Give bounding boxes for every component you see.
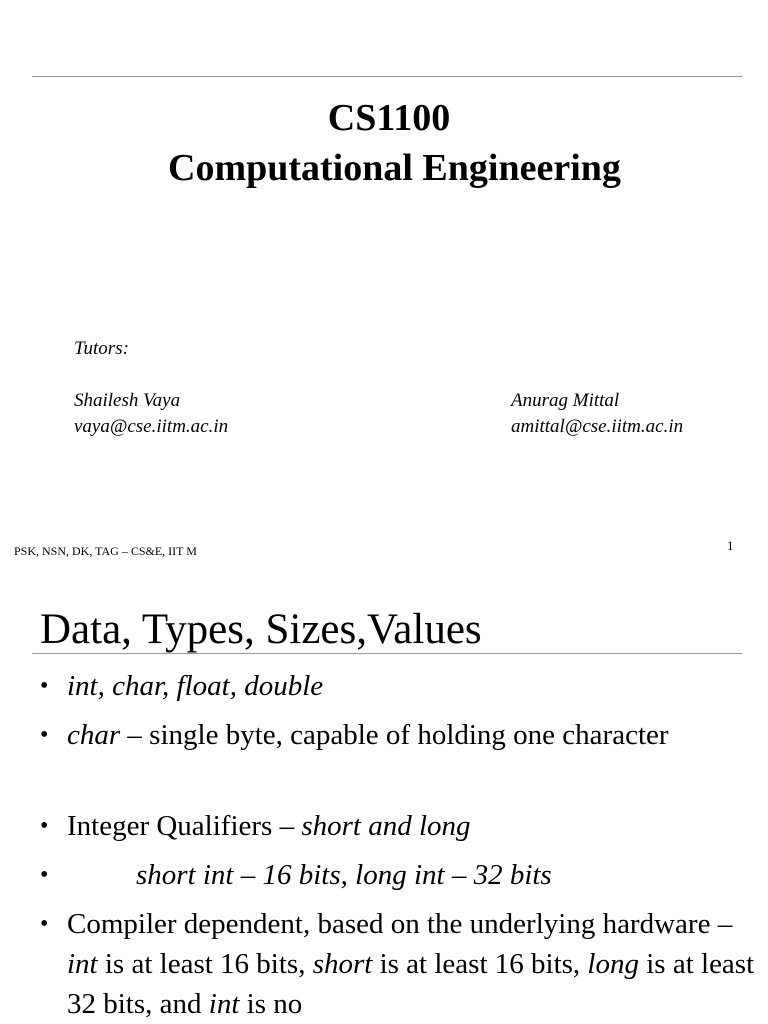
text-run: is at least 16 bits, bbox=[372, 948, 588, 980]
emphasized-text: int bbox=[208, 988, 240, 1020]
course-name: Computational Engineering bbox=[168, 147, 621, 189]
bullet-marker: • bbox=[40, 673, 49, 699]
slide-footer: PSK, NSN, DK, TAG – CS&E, IIT M bbox=[14, 544, 197, 558]
bullet-text bbox=[67, 904, 757, 1024]
text-run: – single byte, capable of holding one character bbox=[120, 719, 669, 751]
text-run: Integer Qualifiers – bbox=[67, 810, 302, 842]
tutor-1 bbox=[74, 388, 228, 440]
course-code: CS1100 bbox=[327, 97, 451, 139]
tutor-email: amittal@cse.iitm.ac.in bbox=[511, 416, 684, 437]
bullet-marker: • bbox=[40, 813, 49, 839]
top-divider bbox=[32, 76, 742, 77]
tutor-name: Shailesh Vaya bbox=[74, 390, 181, 411]
emphasized-text: short int – 16 bits, long int – 32 bits bbox=[136, 859, 552, 891]
emphasized-text: short bbox=[312, 948, 373, 980]
bullet-text bbox=[136, 855, 768, 895]
text-run: is at least 16 bits, bbox=[97, 948, 313, 980]
bullet-marker: • bbox=[40, 911, 49, 937]
tutor-2 bbox=[511, 388, 683, 440]
bullet-marker: • bbox=[40, 862, 49, 888]
bullet-text bbox=[67, 666, 757, 706]
bullet-marker: • bbox=[40, 722, 49, 748]
tutor-email: vaya@cse.iitm.ac.in bbox=[74, 416, 229, 437]
slide-title: Data, Types, Sizes,Values bbox=[40, 606, 482, 653]
tutors-label: Tutors: bbox=[74, 338, 129, 359]
emphasized-text: long bbox=[587, 948, 639, 980]
text-run: is at least 32 bits, and bbox=[67, 948, 755, 1020]
title-divider bbox=[32, 653, 742, 654]
tutor-name: Anurag Mittal bbox=[511, 390, 620, 411]
text-run: is no bbox=[239, 988, 303, 1020]
emphasized-text: short and long bbox=[301, 810, 471, 842]
emphasized-text: int, char, float, double bbox=[67, 670, 324, 702]
bullet-text bbox=[67, 806, 757, 846]
emphasized-text: int bbox=[67, 948, 98, 980]
content-slide bbox=[0, 576, 768, 1024]
bullet-text bbox=[67, 715, 757, 755]
emphasized-text: char bbox=[67, 719, 121, 751]
page-number: 1 bbox=[727, 538, 734, 553]
text-run: Compiler dependent, based on the underlying hardware – bbox=[67, 908, 733, 940]
